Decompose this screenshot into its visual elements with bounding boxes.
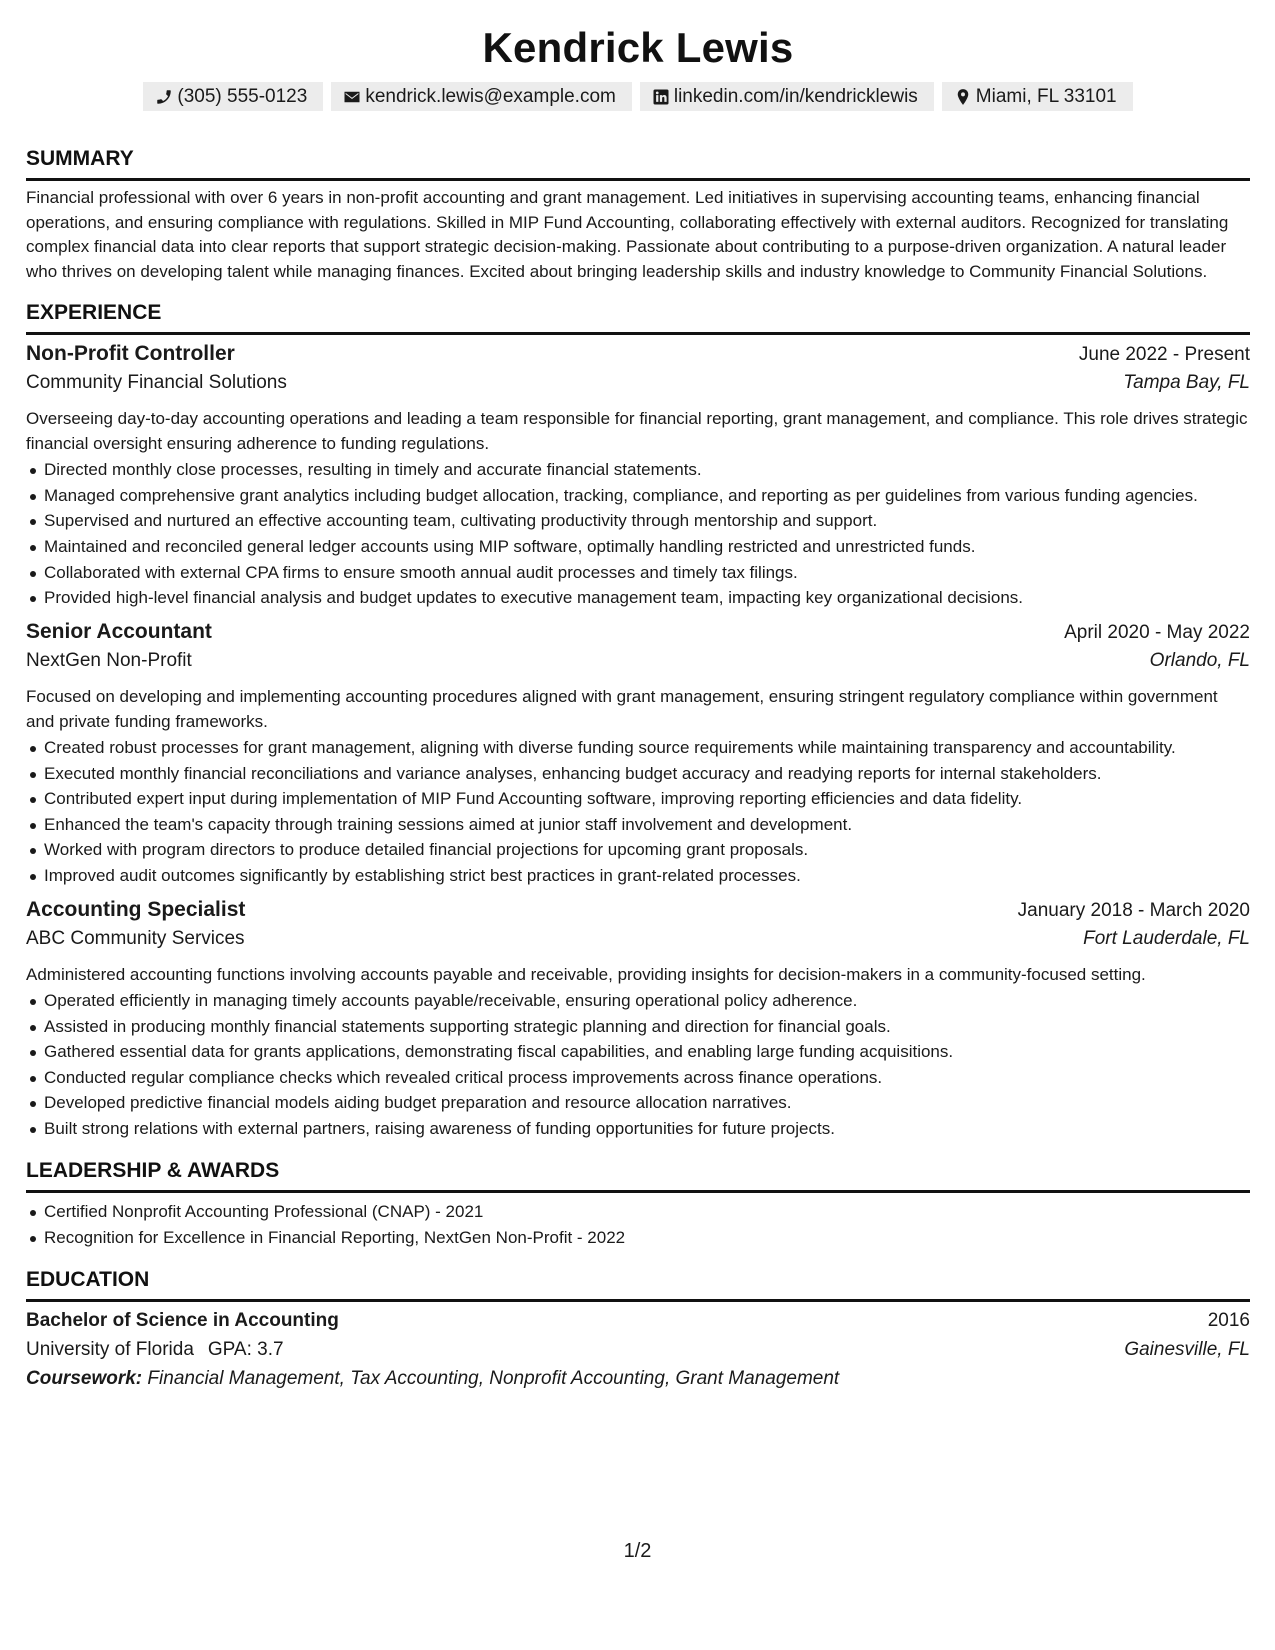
section-title-summary: SUMMARY: [26, 147, 134, 170]
list-item: Maintained and reconciled general ledger accounts using MIP software, optimally handling restricted and unrestricted funds.: [26, 535, 1250, 559]
job-description: Administered accounting functions involving accounts payable and receivable, providing insights for decision-makers in a community-focused setting.: [26, 964, 1146, 984]
candidate-name: Kendrick Lewis: [482, 24, 794, 71]
section-divider: [26, 1190, 1250, 1193]
job-dates: January 2018 - March 2020: [1017, 899, 1250, 921]
job-company: Community Financial Solutions: [26, 372, 287, 394]
contact-row: [26, 82, 1250, 111]
list-item: Executed monthly financial reconciliations and variance analyses, enhancing budget accuracy and readying reports for internal stakeholders.: [26, 762, 1250, 786]
list-item: Operated efficiently in managing timely accounts payable/receivable, ensuring operational policy adherence.: [26, 989, 1250, 1013]
list-item: Certified Nonprofit Accounting Professional (CNAP) - 2021: [26, 1200, 1250, 1224]
list-item: Developed predictive financial models aiding budget preparation and resource allocation narratives.: [26, 1091, 1250, 1115]
job-dates: June 2022 - Present: [1078, 344, 1250, 366]
section-divider: [26, 178, 1250, 181]
contact-location: [942, 82, 1133, 111]
leadership-section: [26, 1159, 1250, 1250]
section-divider: [26, 332, 1250, 335]
contact-location-text: Miami, FL 33101: [975, 85, 1117, 107]
education-degree: Bachelor of Science in Accounting: [26, 1309, 339, 1331]
job-title: Senior Accountant: [26, 620, 212, 644]
list-item: Worked with program directors to produce detailed financial projections for upcoming grant proposals.: [26, 838, 1250, 862]
resume-page: [26, 0, 1250, 1394]
envelope-icon: [343, 88, 361, 106]
contact-email[interactable]: [331, 82, 632, 111]
section-divider: [26, 1299, 1250, 1302]
contact-linkedin[interactable]: [640, 82, 934, 111]
list-item: Assisted in producing monthly financial statements supporting strategic planning and direction for financial goals.: [26, 1015, 1250, 1039]
list-item: Managed comprehensive grant analytics including budget allocation, tracking, compliance, and reporting as per guidelines from various funding agencies.: [26, 484, 1250, 508]
list-item: Contributed expert input during implementation of MIP Fund Accounting software, improving reporting efficiencies and data fidelity.: [26, 787, 1250, 811]
job-company: ABC Community Services: [26, 927, 245, 949]
contact-email-text: kendrick.lewis@example.com: [365, 85, 616, 107]
job-title: Non-Profit Controller: [26, 342, 235, 366]
contact-phone-text: (305) 555-0123: [177, 85, 308, 107]
contact-phone: [143, 82, 323, 111]
summary-text: Financial professional with over 6 years in non-profit accounting and grant management. Led initiatives in supervising accounting teams, enhancing financial operations, and ensuring compliance with regulations. Skilled in MIP Fund Accounting, collaborating effectively with external auditors. Recognized for translating complex financial data into clear reports that support strategic decision-making. Passionate about contributing to a purpose-driven organization. A natural leader who thrives on developing talent while managing finances. Excited about bringing leadership skills and industry knowledge to Community Financial Solutions.: [26, 188, 1229, 281]
section-title-leadership: LEADERSHIP & AWARDS: [26, 1159, 280, 1183]
education-section: [26, 1268, 1250, 1394]
job-location: Fort Lauderdale, FL: [1083, 927, 1250, 949]
list-item: Recognition for Excellence in Financial Reporting, NextGen Non-Profit - 2022: [26, 1226, 1250, 1250]
contact-linkedin-text: linkedin.com/in/kendricklewis: [673, 85, 918, 107]
job-entry: [26, 898, 1250, 1141]
list-item: Supervised and nurtured an effective accounting team, cultivating productivity through mentorship and support.: [26, 509, 1250, 533]
list-item: Conducted regular compliance checks which revealed critical process improvements across finance operations.: [26, 1066, 1250, 1090]
coursework-label: Coursework:: [26, 1367, 143, 1389]
job-location: Tampa Bay, FL: [1123, 372, 1250, 394]
experience-section: [26, 301, 1250, 1141]
job-description: Overseeing day-to-day accounting operations and leading a team responsible for financial reporting, grant management, and compliance. This role drives strategic financial oversight ensuring adherence to funding regulations.: [26, 409, 1248, 453]
education-coursework: [26, 1368, 1250, 1394]
list-item: Gathered essential data for grants applications, demonstrating fiscal capabilities, and enabling large funding acquisitions.: [26, 1040, 1250, 1064]
job-bullets: [26, 458, 1250, 610]
leadership-bullets: [26, 1200, 1250, 1250]
list-item: Created robust processes for grant management, aligning with diverse funding source requirements while maintaining transparency and accountability.: [26, 736, 1250, 760]
list-item: Provided high-level financial analysis and budget updates to executive management team, impacting key organizational decisions.: [26, 586, 1250, 610]
list-item: Collaborated with external CPA firms to ensure smooth annual audit processes and timely tax filings.: [26, 561, 1250, 585]
job-entry: [26, 620, 1250, 888]
job-bullets: [26, 989, 1250, 1141]
job-location: Orlando, FL: [1149, 650, 1250, 672]
education-school: University of Florida: [26, 1338, 194, 1360]
section-title-experience: EXPERIENCE: [26, 301, 162, 325]
list-item: Directed monthly close processes, resulting in timely and accurate financial statements.: [26, 458, 1250, 482]
job-title: Accounting Specialist: [26, 897, 246, 921]
section-title-education: EDUCATION: [26, 1267, 150, 1291]
job-bullets: [26, 736, 1250, 888]
job-dates: April 2020 - May 2022: [1064, 622, 1250, 644]
job-company: NextGen Non-Profit: [26, 650, 192, 672]
job-entry: [26, 342, 1250, 610]
job-description: Focused on developing and implementing accounting procedures aligned with grant management, ensuring stringent regulatory compliance within government and private funding frameworks.: [26, 687, 1218, 731]
education-location: Gainesville, FL: [1124, 1338, 1250, 1360]
map-marker-icon: [954, 88, 972, 106]
list-item: Built strong relations with external partners, raising awareness of funding opportunities for future projects.: [26, 1117, 1250, 1141]
linkedin-icon: [652, 88, 670, 106]
education-year: 2016: [1207, 1309, 1250, 1331]
list-item: Enhanced the team's capacity through training sessions aimed at junior staff involvement and development.: [26, 813, 1250, 837]
coursework-list: Financial Management, Tax Accounting, Nonprofit Accounting, Grant Management: [147, 1367, 840, 1389]
list-item: Improved audit outcomes significantly by establishing strict best practices in grant-related processes.: [26, 864, 1250, 888]
page-number: 1/2: [623, 1540, 652, 1562]
education-gpa: GPA: 3.7: [207, 1338, 284, 1360]
summary-section: [26, 147, 1250, 284]
phone-icon: [155, 88, 173, 106]
